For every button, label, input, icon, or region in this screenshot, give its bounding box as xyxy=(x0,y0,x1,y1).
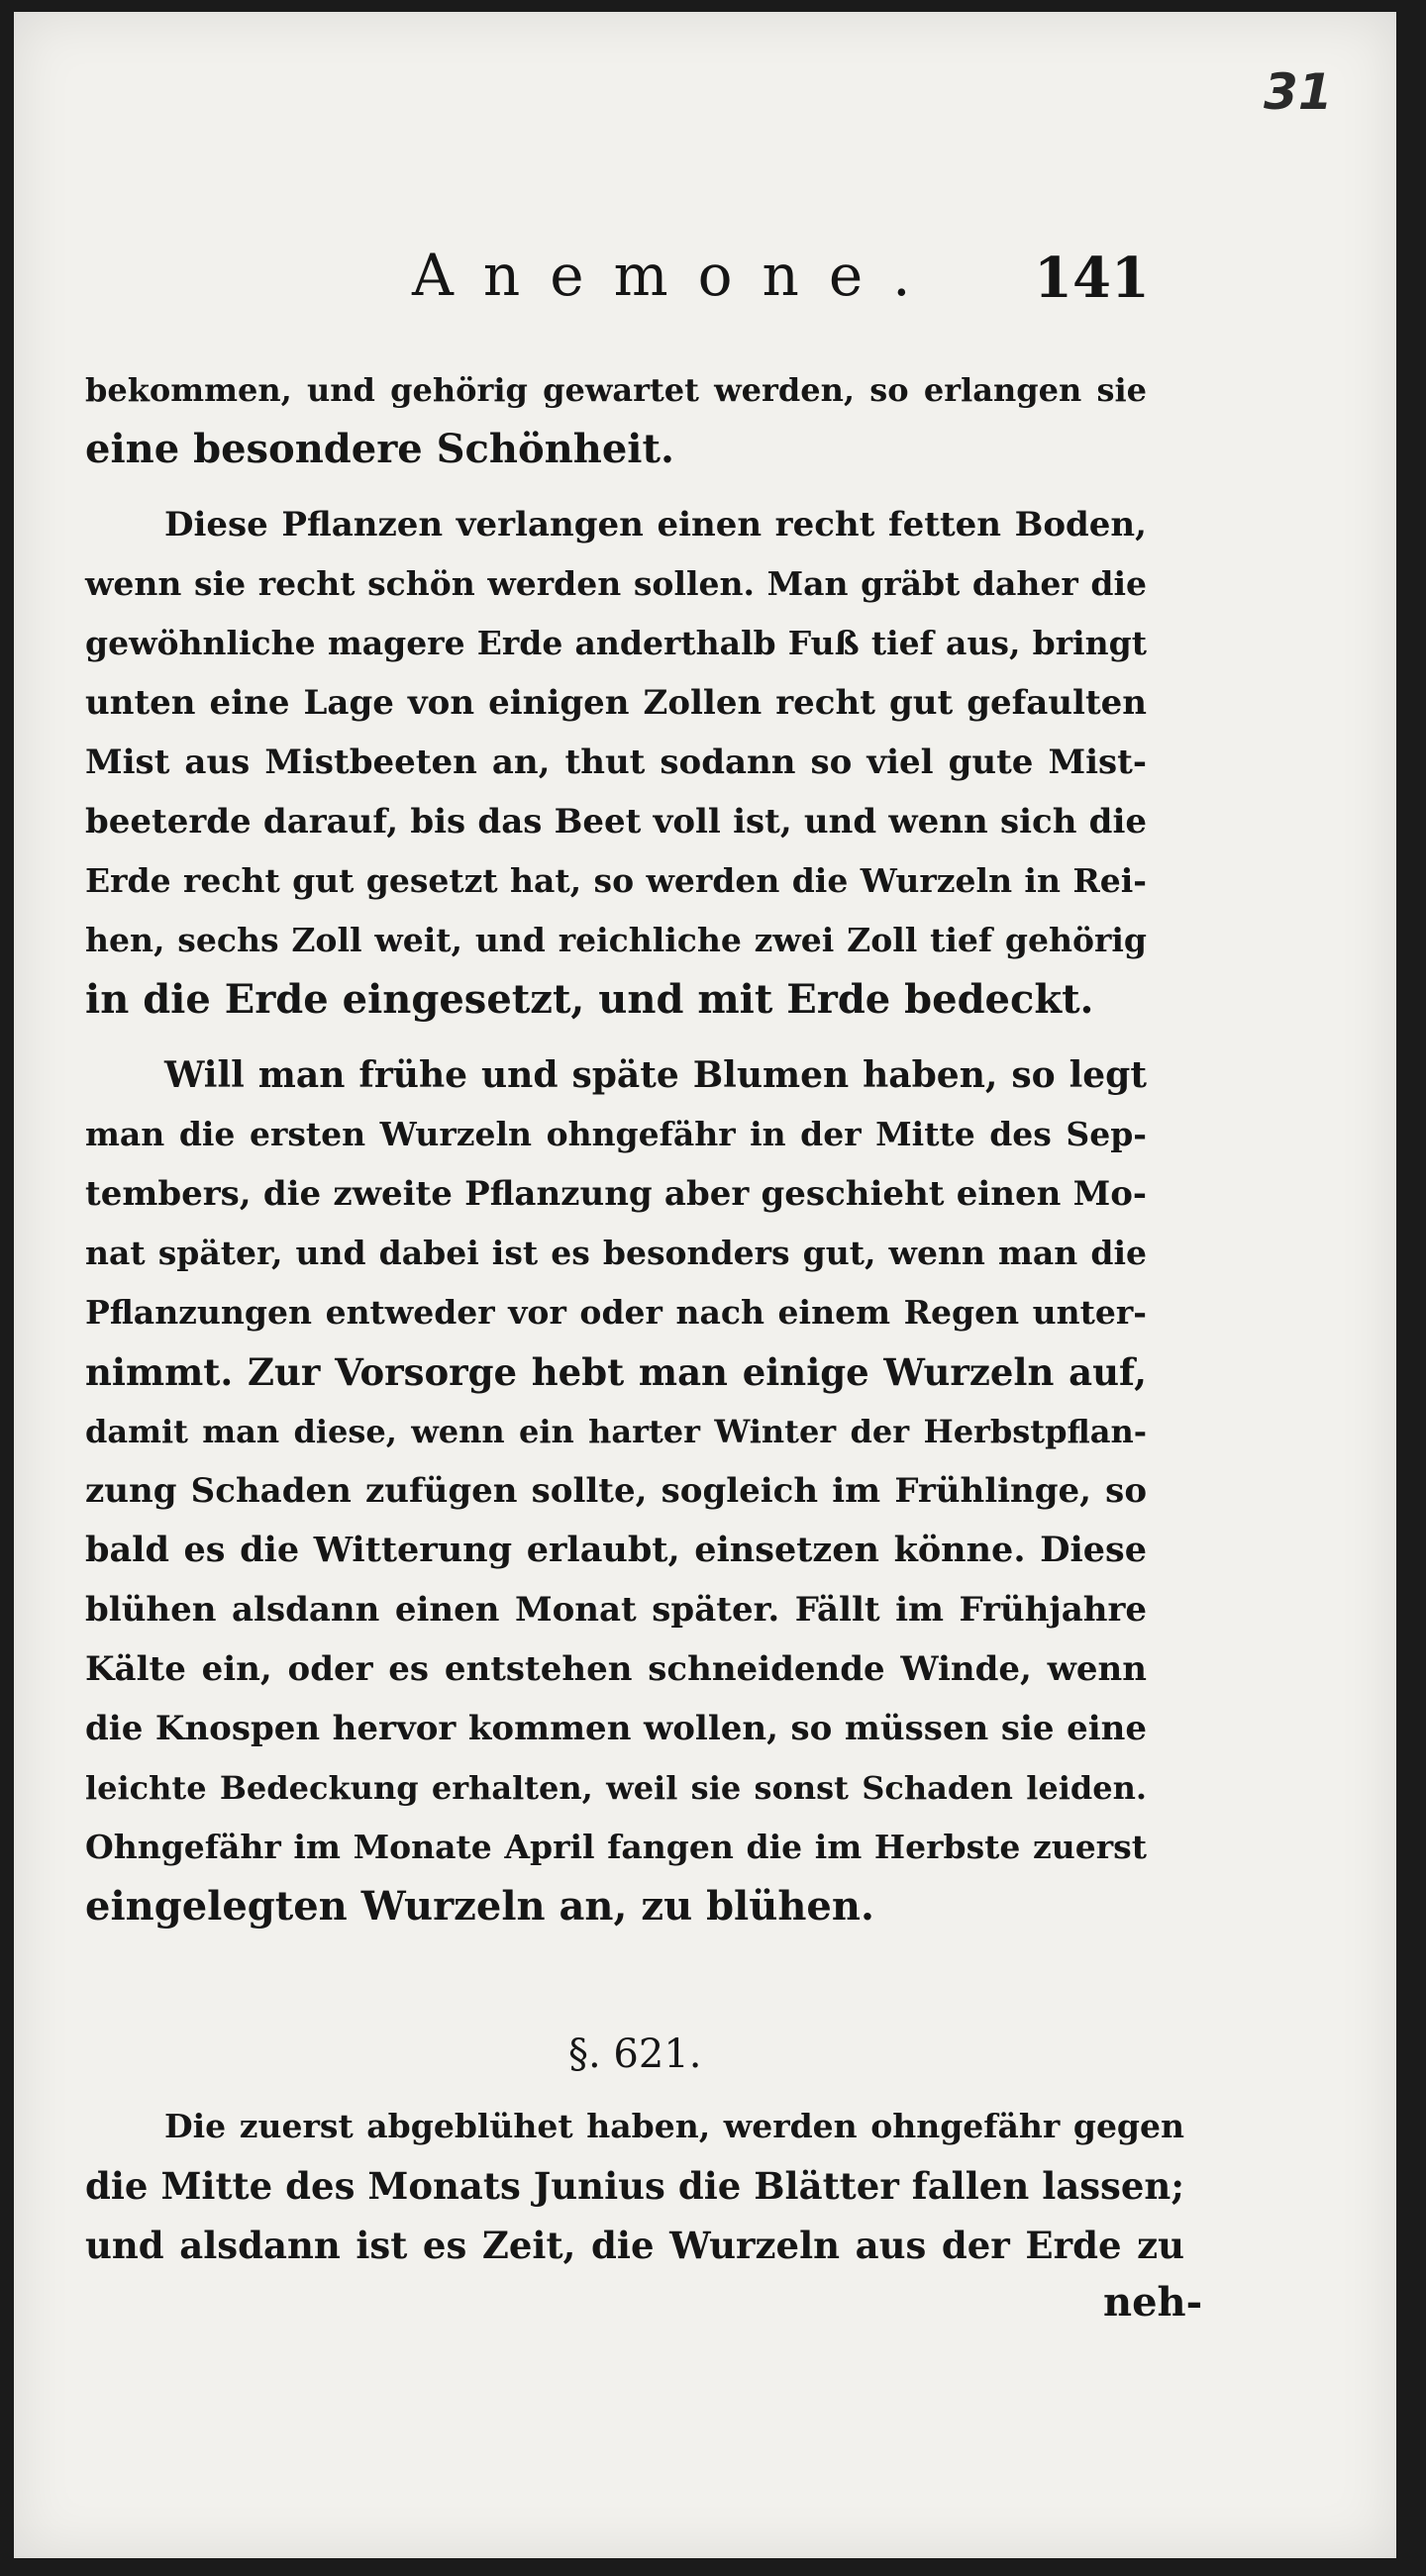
text-line: in die Erde eingesetzt, und mit Erde bedeckt. xyxy=(85,976,1094,1023)
text-line: Will man frühe und späte Blumen haben, so legt xyxy=(164,1054,1147,1096)
text-line: gewöhnliche magere Erde anderthalb Fuß tief aus, bringt xyxy=(85,624,1147,662)
text-line: Mist aus Mistbeeten an, thut sodann so viel gute Mist- xyxy=(85,743,1147,782)
text-line: Kälte ein, oder es entstehen schneidende Winde, wenn xyxy=(85,1649,1147,1689)
text-line: die Knospen hervor kommen wollen, so müssen sie eine xyxy=(85,1709,1147,1748)
pencil-page-number: 31 xyxy=(1264,63,1333,121)
text-line: Erde recht gut gesetzt hat, so werden die Wurzeln in Rei- xyxy=(85,861,1147,900)
page-number: 141 xyxy=(1034,246,1150,311)
text-line: Die zuerst abgeblühet haben, werden ohngefähr gegen xyxy=(164,2107,1184,2145)
text-line: beeterde darauf, bis das Beet voll ist, und wenn sich die xyxy=(85,802,1147,842)
text-line: unten eine Lage von einigen Zollen recht gut gefaulten xyxy=(85,683,1147,723)
text-line: hen, sechs Zoll weit, und reichliche zwei Zoll tief gehörig xyxy=(85,921,1147,959)
text-line: nimmt. Zur Vorsorge hebt man einige Wurzeln auf, xyxy=(85,1350,1147,1394)
catchword: neh- xyxy=(1103,2279,1203,2326)
text-line: die Mitte des Monats Junius die Blätter fallen lassen; xyxy=(85,2164,1184,2208)
text-line: Pflanzungen entweder vor oder nach einem Regen unter- xyxy=(85,1293,1147,1332)
section-heading: §. 621. xyxy=(568,2031,702,2077)
text-line: bald es die Witterung erlaubt, einsetzen könne. Diese xyxy=(85,1530,1147,1570)
text-line: und alsdann ist es Zeit, die Wurzeln aus der Erde zu xyxy=(85,2224,1184,2267)
text-line: nat später, und dabei ist es besonders gut, wenn man die xyxy=(85,1234,1147,1272)
running-title: Anemone. xyxy=(412,242,941,309)
text-line: bekommen, und gehörig gewartet werden, so erlangen sie xyxy=(85,371,1147,409)
text-line: blühen alsdann einen Monat später. Fällt im Frühjahre xyxy=(85,1590,1147,1630)
text-line: man die ersten Wurzeln ohngefähr in der Mitte des Sep- xyxy=(85,1115,1147,1153)
section-text xyxy=(85,2097,1184,2275)
text-line: eingelegten Wurzeln an, zu blühen. xyxy=(85,1883,874,1930)
text-line: Diese Pflanzen verlangen einen recht fetten Boden, xyxy=(164,505,1147,545)
text-line: leichte Bedeckung erhalten, weil sie sonst Schaden leiden. xyxy=(85,1769,1147,1807)
text-line: Ohngefähr im Monate April fangen die im Herbste zuerst xyxy=(85,1828,1147,1866)
text-line: tembers, die zweite Pflanzung aber geschieht einen Mo- xyxy=(85,1174,1147,1214)
text-line: wenn sie recht schön werden sollen. Man gräbt daher die xyxy=(85,564,1147,603)
main-text xyxy=(85,360,1147,1936)
text-line: damit man diese, wenn ein harter Winter der Herbstpflan- xyxy=(85,1413,1147,1450)
book-page xyxy=(14,12,1396,2558)
text-line: zung Schaden zufügen sollte, sogleich im Frühlinge, so xyxy=(85,1471,1147,1511)
text-line: eine besondere Schönheit. xyxy=(85,426,674,472)
